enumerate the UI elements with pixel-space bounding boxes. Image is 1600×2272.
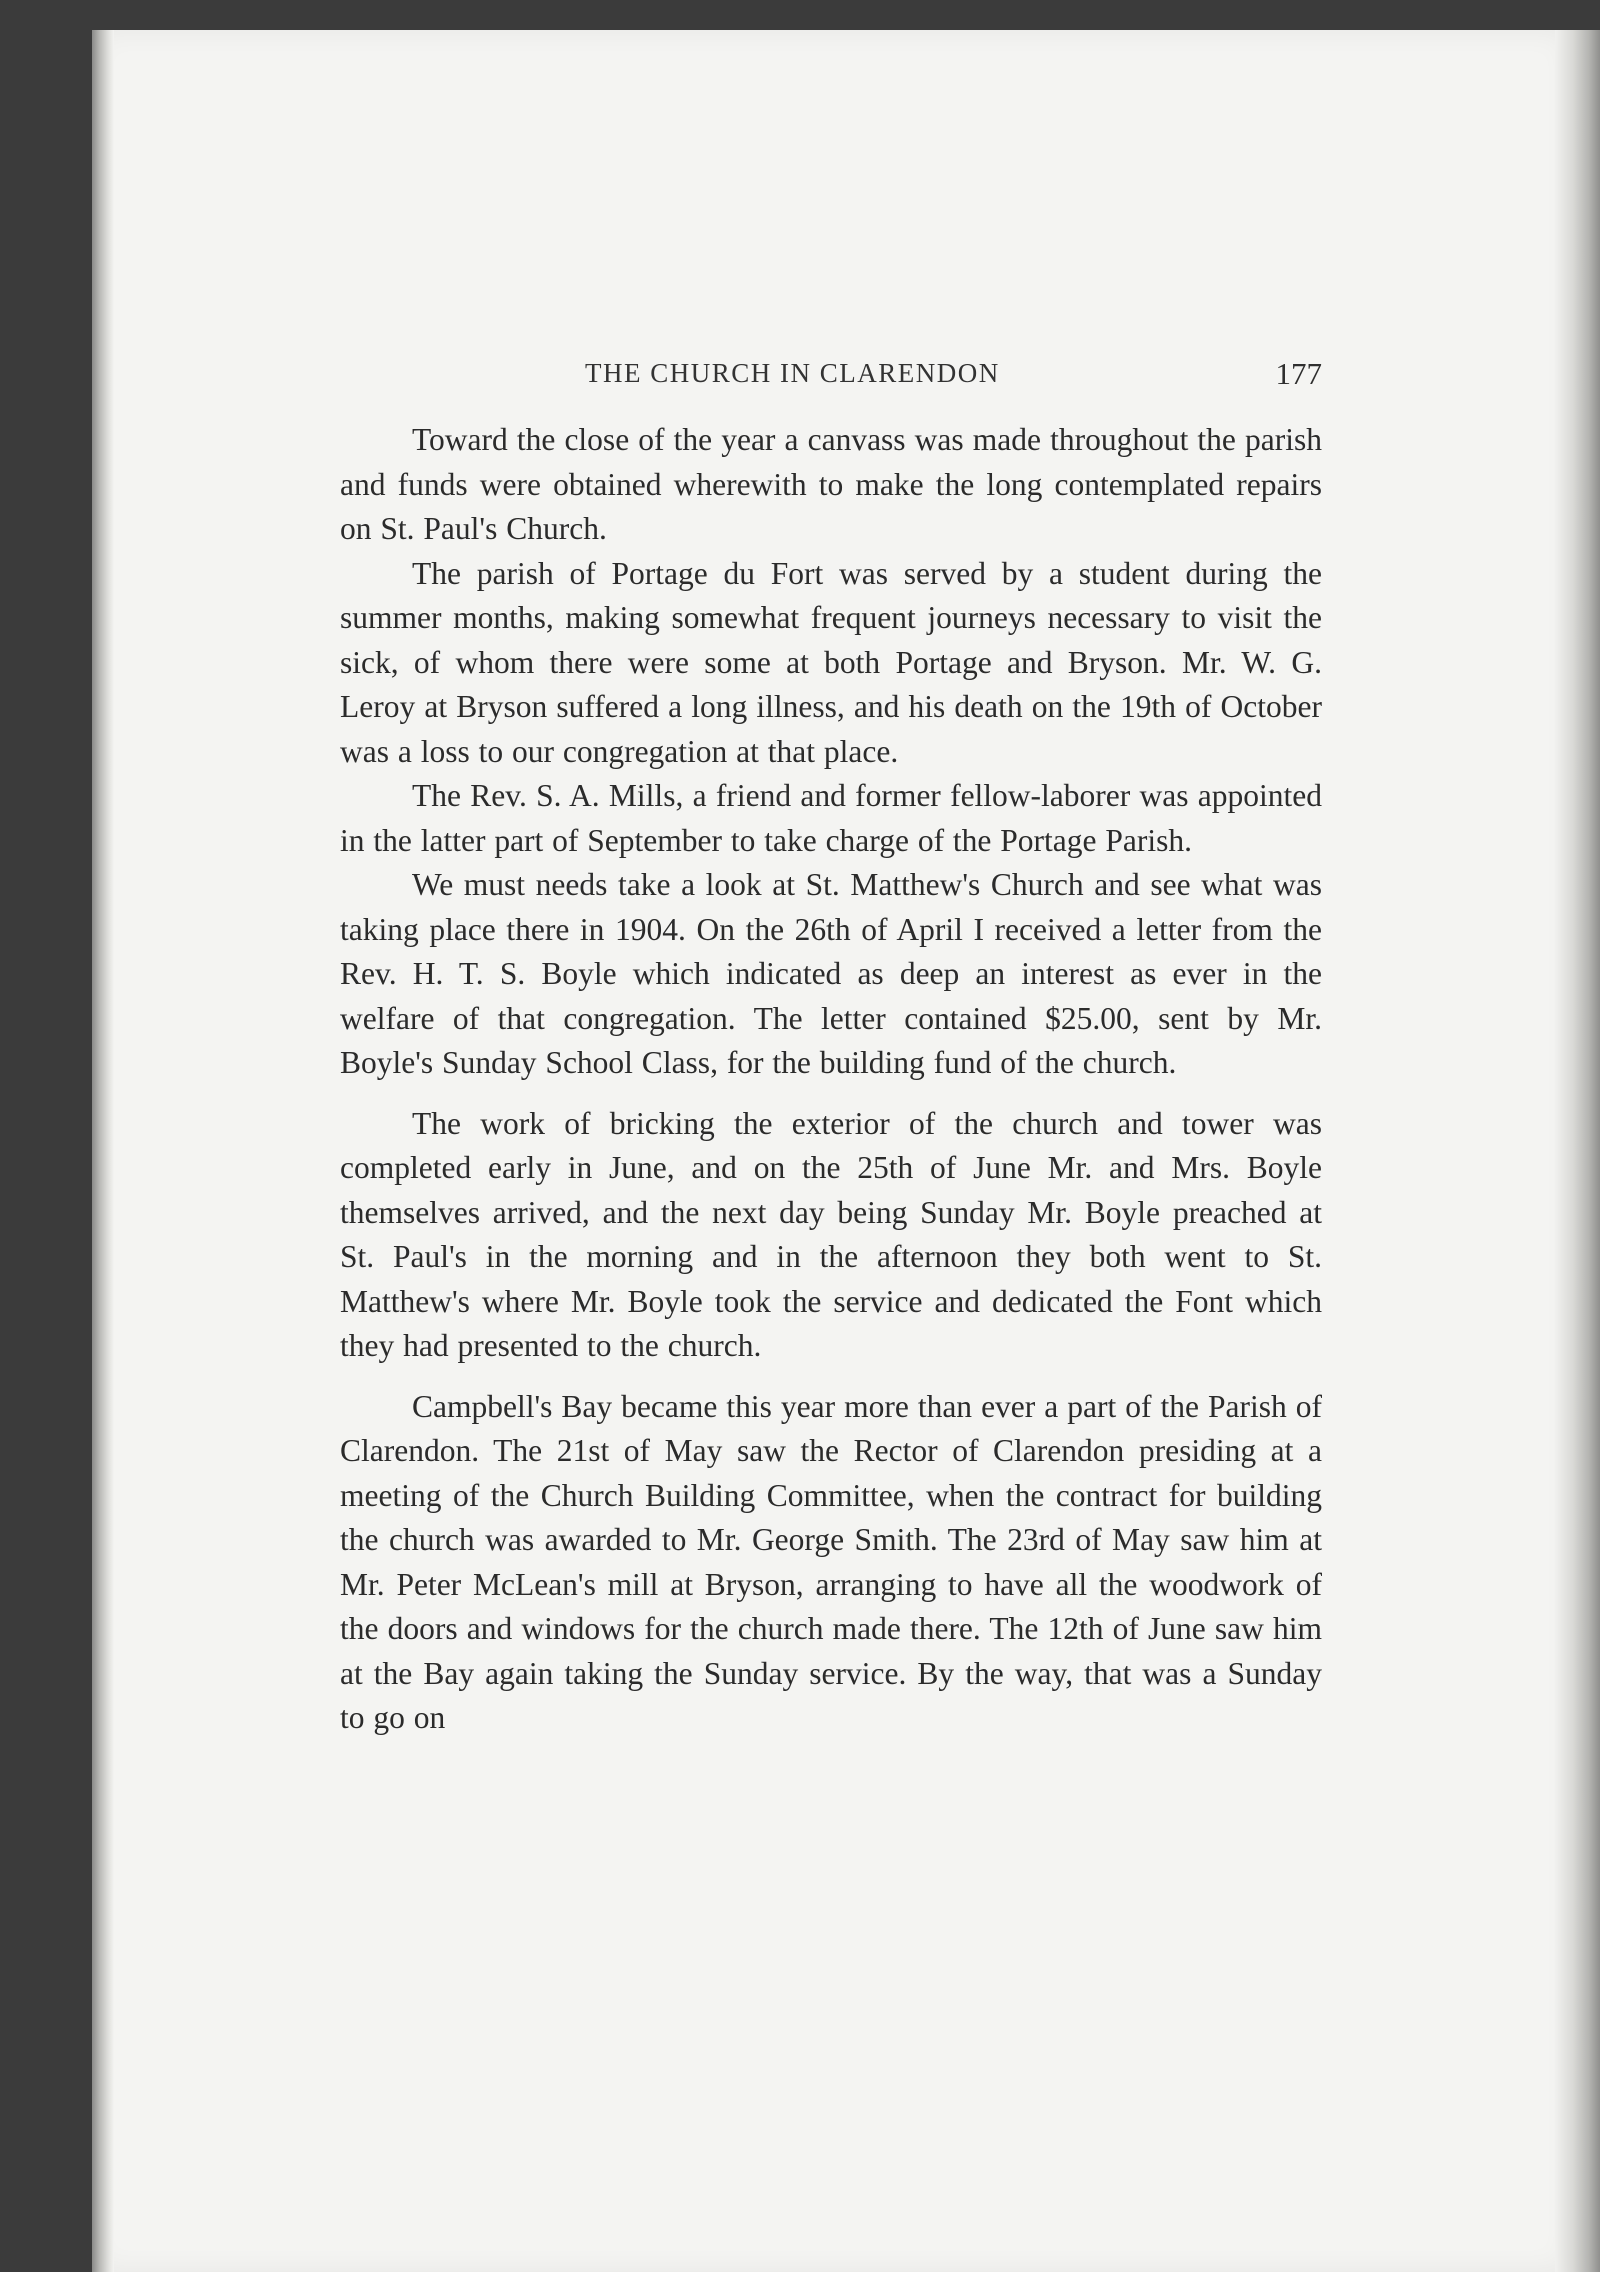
page-number: 177 xyxy=(1275,356,1322,391)
paragraph-portage-du-fort: The parish of Portage du Fort was served by a student during the summer months, making somewhat frequent journeys necessary to visit the sick, of whom there were some at both Portage and Bryson. Mr. W. G. Leroy at Bryson suffered a long illness, and his death on the 19th of October was a loss to our congregation at that place. xyxy=(340,555,1322,769)
running-title: THE CHURCH IN CLARENDON xyxy=(585,358,1000,388)
paragraph-campbells-bay: Campbell's Bay became this year more than ever a part of the Parish of Clarendon. The 21st of May saw the Rector of Clarendon presiding at a meeting of the Church Building Committee, when the contract for building the church was awarded to Mr. George Smith. The 23rd of May saw him at Mr. Peter McLean's mill at Bryson, arranging to have all the woodwork of the doors and windows for the church made there. The 12th of June saw him at the Bay again taking the Sunday service. By the way, that was a Sunday to go on xyxy=(340,1388,1322,1735)
paragraph-st-matthews: We must needs take a look at St. Matthew's Church and see what was taking place there in 1904. On the 26th of April I received a letter from the Rev. H. T. S. Boyle which indicated as deep an interest as ever in the welfare of that congregation. The letter contained $25.00, sent by Mr. Boyle's Sunday School Class, for the building fund of the church. xyxy=(340,867,1322,1080)
paragraph-bricking: The work of bricking the exterior of the church and tower was completed early in June, and on the 25th of June Mr. and Mrs. Boyle themselves arrived, and the next day being Sunday Mr. Boyle preached at St. Paul's in the morning and in the afternoon they both went to St. Matthew's where Mr. Boyle took the service and dedicated the Font which they had presented to the church. xyxy=(340,1105,1322,1363)
paragraph-rev-mills: The Rev. S. A. Mills, a friend and former fellow-laborer was appointed in the latter part of September to take charge of the Portage Parish. xyxy=(340,778,1322,858)
page-stack-edge xyxy=(1555,30,1600,2272)
paragraph-repairs: Toward the close of the year a canvass was made throughout the parish and funds were obtained wherewith to make the long contemplated repairs on St. Paul's Church. xyxy=(340,422,1322,546)
page-content xyxy=(340,358,1322,1741)
running-head xyxy=(340,358,1322,418)
body-text xyxy=(340,418,1322,1741)
page-binding-edge xyxy=(92,30,114,2272)
